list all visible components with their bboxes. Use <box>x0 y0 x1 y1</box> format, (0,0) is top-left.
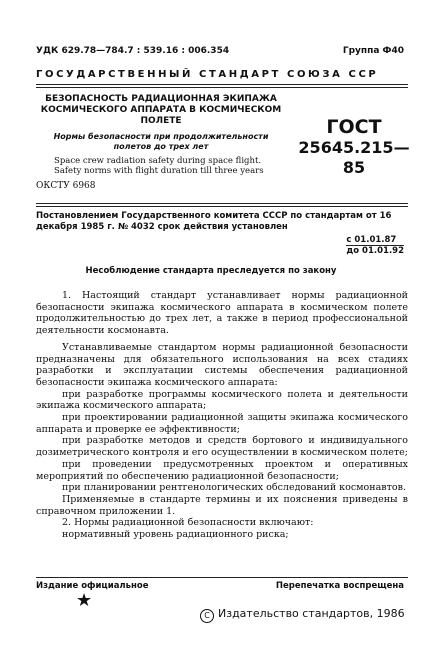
reprint-prohibited: Перепечатка воспрещена <box>275 581 404 591</box>
copyright <box>200 607 405 623</box>
copyright-text: Издательство стандартов, 1986 <box>218 607 405 620</box>
legal-warning: Несоблюдение стандарта преследуется по закону <box>85 266 337 276</box>
star-icon: ★ <box>76 590 93 611</box>
validity-dates <box>346 235 404 256</box>
udc-code: УДК 629.78—784.7 : 539.16 : 006.354 <box>36 46 230 56</box>
title-line-3: ПОЛЕТЕ <box>140 116 182 126</box>
paragraph-6: при проведении предусмотренных проектом и оперативных мероприятий по обеспечению радиационной безопасности; <box>36 458 408 482</box>
paragraph-8: Применяемые в стандарте термины и их пояснения приведены в справочном приложении 1. <box>36 493 408 517</box>
divider-mid <box>36 203 408 204</box>
paragraph-4: при проектировании радиационной защиты экипажа космического аппарата и проверке ее эффективности; <box>36 412 408 435</box>
document-title <box>36 94 286 152</box>
english-title-line-1: Space crew radiation safety during space flight. <box>54 156 262 166</box>
english-title-line-2: Safety norms with flight duration till three years <box>54 166 264 176</box>
paragraph-3: при разработке программы космического полета и деятельности экипажа космического аппарата; <box>36 388 408 412</box>
title-line-1: БЕЗОПАСНОСТЬ РАДИАЦИОННАЯ ЭКИПАЖА <box>45 94 277 104</box>
paragraph-10: нормативный уровень радиационного риска; <box>62 529 289 541</box>
valid-to: до 01.01.92 <box>346 246 404 256</box>
paragraph-9: 2. Нормы радиационной безопасности включают: <box>62 517 314 529</box>
copyright-icon: С <box>200 609 214 623</box>
gost-number: 25645.215—85 <box>298 138 410 177</box>
paragraph-1: 1. Настоящий стандарт устанавливает нормы радиационной безопасности экипажа космического аппарата в космическом полете продолжительностью до трех лет, а также в период профессиональной деятельности космонавта. <box>36 290 408 337</box>
paragraph-5: при разработке методов и средств бортового и индивидуального дозиметрического контроля и его осуществлении в космическом полете; <box>36 435 408 459</box>
divider-top <box>36 84 408 85</box>
title-line-2: КОСМИЧЕСКОГО АППАРАТА В КОСМИЧЕСКОМ <box>40 105 282 115</box>
gost-designation <box>296 116 412 178</box>
footer-divider <box>36 577 408 578</box>
divider-mid-2 <box>36 206 408 207</box>
divider-top-2 <box>36 87 408 88</box>
official-edition: Издание официальное <box>36 581 149 591</box>
decree-text: Постановлением Государственного комитета СССР по стандартам от 16 декабря 1985 г. № 4032 срок действия установлен <box>36 211 392 232</box>
paragraph-2: Устанавливаемые стандартом нормы радиационной безопасности предназначены для обязательного использования на всех стадиях разработки и эксплуатации системы обеспечения радиационной безопасности экипажа космического аппарата: <box>36 341 408 388</box>
subtitle-line-1: Нормы безопасности при продолжительности <box>53 132 269 141</box>
subtitle-line-2: полетов до трех лет <box>113 142 209 151</box>
gost-label: ГОСТ <box>326 116 382 138</box>
standard-banner: ГОСУДАРСТВЕННЫЙ СТАНДАРТ СОЮЗА ССР <box>36 69 379 80</box>
valid-from: с 01.01.87 <box>346 235 397 245</box>
english-title <box>54 156 264 176</box>
body-text <box>36 290 408 541</box>
group-code: Группа Ф40 <box>342 46 404 56</box>
okstu-code: ОКСТУ 6968 <box>36 181 96 191</box>
paragraph-7: при планировании рентгенологических обследований космонавтов. <box>62 482 406 494</box>
